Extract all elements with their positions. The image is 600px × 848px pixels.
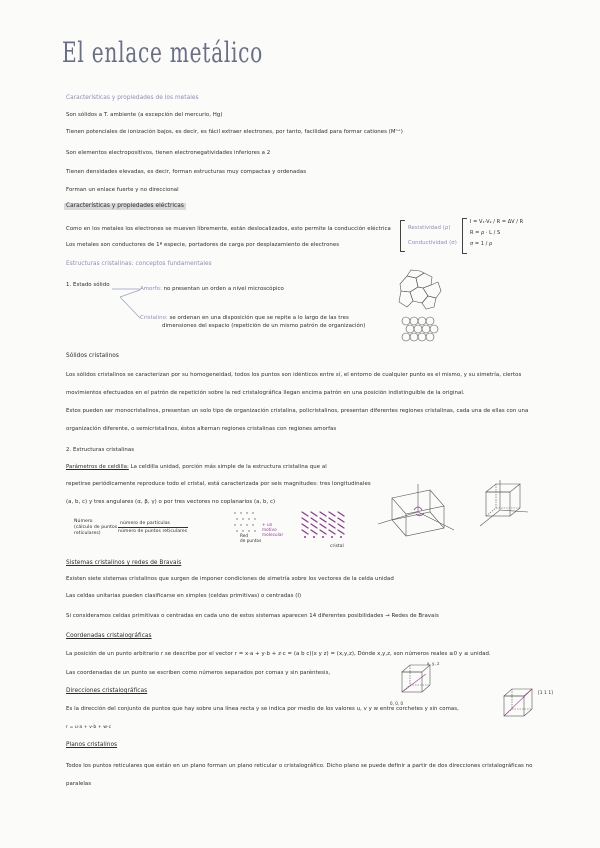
- page-title: El enlace metálico: [62, 36, 264, 69]
- text-line: Los metales son conductores de 1ª especie, portadores de carga por desplazamiento de electrones: [66, 242, 340, 248]
- formula-conductivity: σ = 1 / ρ: [470, 241, 493, 247]
- direction-label: [1 1 1]: [538, 691, 553, 696]
- text-line: La celdilla unidad, porción más simple de la estructura cristalina que al: [130, 464, 327, 470]
- crystal-label: cristal: [330, 544, 344, 549]
- text-line: organización diferente, o semicristalinos, éstos alternan regiones cristalinas con regiones amorfas: [66, 426, 337, 432]
- amorfo-label: Amorfo:: [140, 286, 162, 292]
- section-heading-properties: Características y propiedades de los metales: [66, 95, 199, 101]
- amorphous-structure-sketch: [396, 270, 442, 310]
- text-line: Como en los metales los electrones se mueven libremente, están deslocalizados, esto permite la conducción eléctrica: [66, 226, 391, 232]
- text-line: Forman un enlace fuerte y no direccional: [66, 187, 179, 193]
- cristalino-label: Cristalino:: [140, 315, 168, 321]
- crystal-sketch: [298, 508, 354, 542]
- section-heading-cell-parameters: Parámetros de celdilla:: [66, 464, 129, 470]
- cube-label: 0, 0, 0: [390, 701, 404, 706]
- section-heading-coordinates: Coordenadas cristalográficas: [66, 633, 152, 639]
- section-heading-crystalline-solids: Sólidos cristalinos: [66, 353, 119, 359]
- text-line: paralelas: [66, 781, 92, 787]
- unit-cell-parallelepiped-sketch: [378, 480, 458, 542]
- text-line: Tienen densidades elevadas, es decir, forman estructuras muy compactas y ordenadas: [66, 169, 307, 175]
- fraction-denominator: número de puntos reticulares: [118, 529, 188, 534]
- text-line: movimientos efectuados en el patrón de repetición sobre la red cristalográfica llegan encima patrón en una posición indistinguible de la original.: [66, 390, 465, 396]
- text-line: Son sólidos a T. ambiente (a excepción del mercurio, Hg): [66, 112, 223, 118]
- section-heading-electrical: Características y propiedades eléctricas: [66, 203, 184, 209]
- text-line: La posición de un punto arbitrario r se describe por el vector r = x·a + y·b + z·c = (a b c)(x y z) = (x,y,z), Dónde x,y,z, son números reales ≥0 y ≤ unidad.: [66, 651, 491, 657]
- section-heading-structures: Estructuras cristalinas: conceptos fundamentales: [66, 261, 212, 267]
- section-heading-bravais: Sistemas cristalinos y redes de Bravais: [66, 560, 182, 566]
- formula-ohm: I = V₁-V₂ / R = ΔV / R: [470, 219, 524, 225]
- lattice-label: Red de puntos: [240, 533, 262, 543]
- sub-heading: 2. Estructuras cristalinas: [66, 447, 135, 453]
- text-line: Son elementos electropositivos, tienen electronegatividades inferiores a 2: [66, 150, 271, 156]
- formula-resistance: R = ρ · L / S: [470, 230, 501, 236]
- coordinates-cube-sketch: [398, 662, 438, 702]
- text-line: (a, b, c) y tres angulares (α, β, γ) o por tres vectores no coplanarios (a, b, c): [66, 499, 276, 505]
- item-solid-state: 1. Estado sólido: [66, 282, 110, 288]
- text-line: Las celdas unitarias pueden clasificarse en simples (celdas primitivas) o centradas (I): [66, 593, 302, 599]
- direction-cube-sketch: [500, 686, 542, 728]
- text-line: Todos los puntos reticulares que están en un plano forman un plano reticular o cristalográfico. Dicho plano se puede definir a partir de dos direcciones cristalográficas no: [66, 763, 533, 769]
- cristalino-text-2: dimensiones del espacio (repetición de un mismo patrón de organización): [162, 323, 366, 329]
- text-line: Si consideramos celdas primitivas o centradas en cada uno de estos sistemas aparecen 14 diferentes posibilidades → Redes de Bravais: [66, 613, 439, 619]
- section-heading-directions: Direcciones cristalográficas: [66, 688, 148, 694]
- text-line: Tienen potenciales de ionización bajos, es decir, es fácil extraer electrones, por tanto, facilidad para formar cationes (Mⁿ⁺): [66, 129, 403, 135]
- conductivity-label: Conductividad (σ): [408, 240, 457, 246]
- text-line: Los sólidos cristalinos se caracterizan por su homogeneidad, todos los puntos son idénticos entre sí, el entorno de cualquier punto es el mismo, y su simetría, ciertos: [66, 372, 522, 378]
- direction-formula: r = u·a + v·b + w·c: [66, 725, 112, 730]
- section-heading-planes: Planos cristalinos: [66, 742, 118, 748]
- unit-cell-cube-sketch: [480, 480, 530, 538]
- cristalino-text: se ordenan en una disposición que se repite a lo largo de las tres: [169, 315, 349, 321]
- text-line: Las coordenadas de un punto se escriben como números separados por comas y sin paréntesis,: [66, 670, 331, 676]
- cube-label: x, y, z: [427, 661, 440, 666]
- text-line: repetirse periódicamente reproduce todo el cristal, está caracterizada por seis magnitudes: tres longitudinales: [66, 481, 371, 487]
- number-label: Número (cálculo de puntos reticulares): [74, 519, 118, 536]
- amorfo-text: no presentan un orden a nivel microscópico: [163, 286, 284, 292]
- resistivity-label: Resistividad (ρ): [408, 225, 451, 231]
- crystalline-structure-sketch: [400, 316, 440, 344]
- text-line: Estos pueden ser monocristalinos, presentan un solo tipo de organización cristalina, policristalinos, presentan diferentes regiones cristalinas, cada una de ellas con una: [66, 408, 529, 414]
- text-line: Es la dirección del conjunto de puntos que hay sobre una línea recta y se indica por medio de los valores u, v y w entre corchetes y sin comas,: [66, 706, 459, 712]
- fraction-numerator: número de partículas: [120, 521, 171, 526]
- motif-label: + un motivo molecular: [262, 522, 284, 537]
- text-line: Existen siete sistemas cristalinos que surgen de imponer condiciones de simetría sobre los vectores de la celda unidad: [66, 576, 394, 582]
